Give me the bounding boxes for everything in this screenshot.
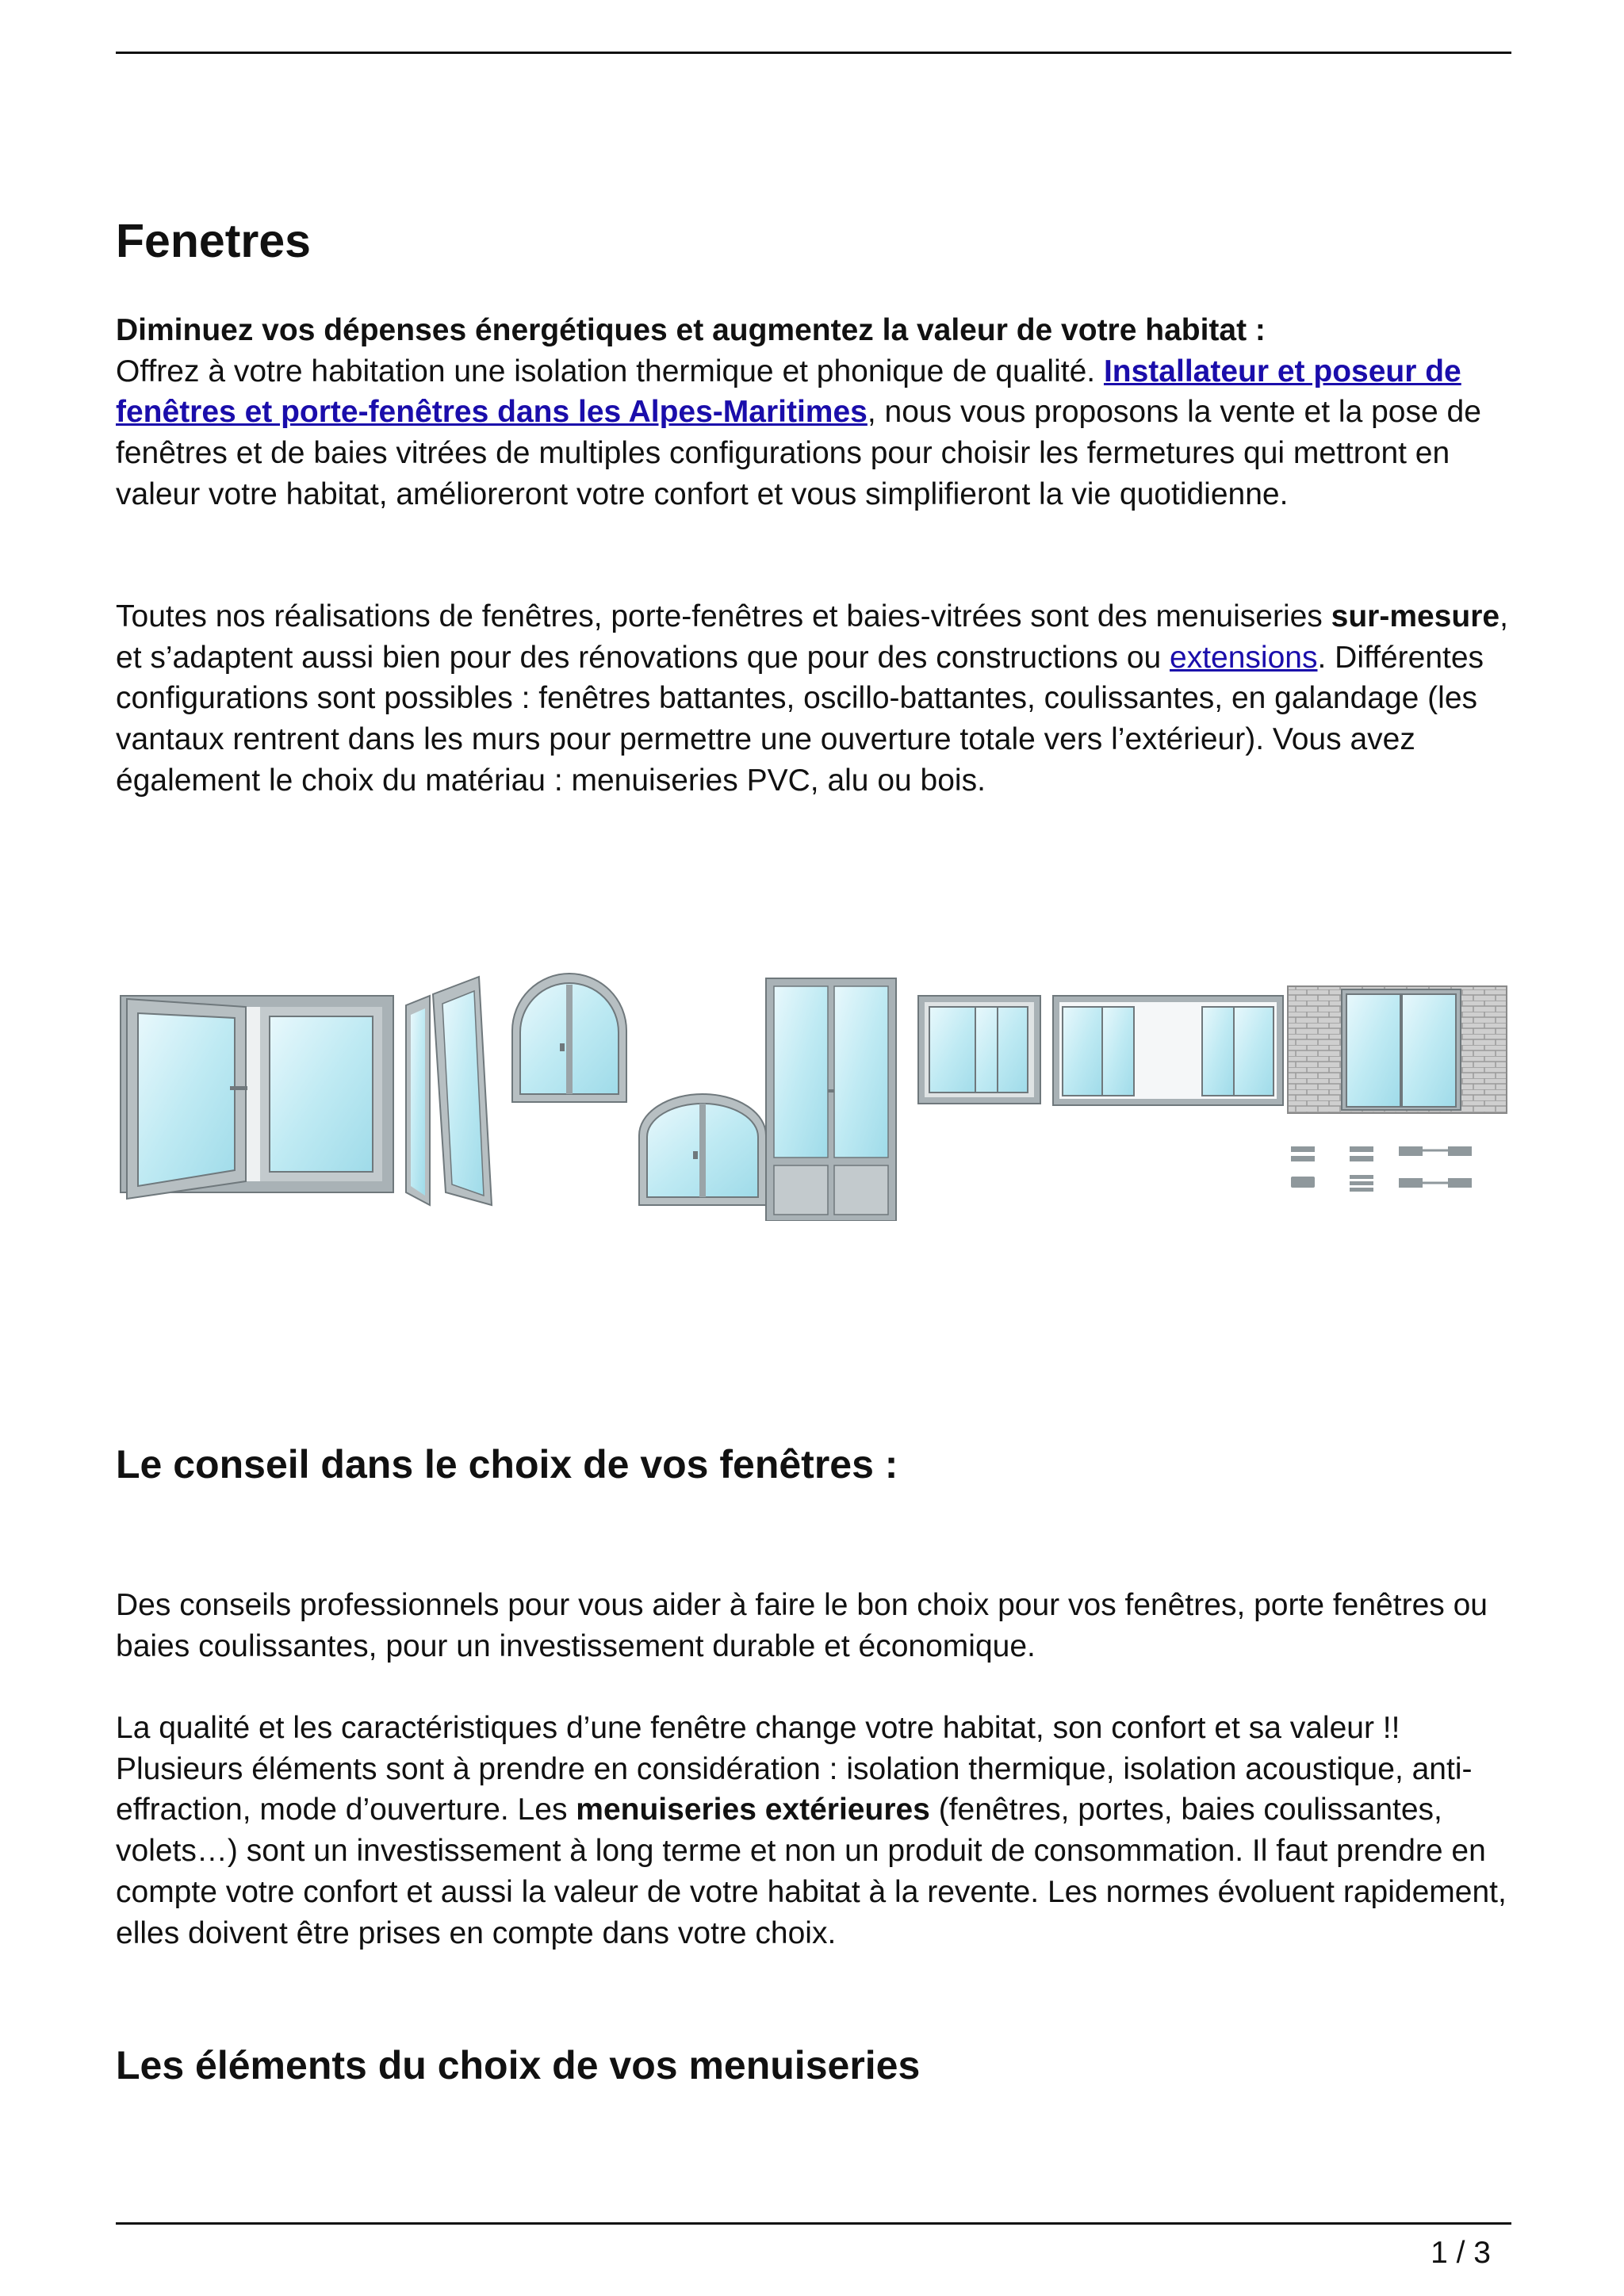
arched-window-icon: [512, 974, 626, 1102]
realisations-part1: Toutes nos réalisations de fenêtres, porte-fenêtres et baies-vitrées sont des menuiseries: [116, 599, 1331, 633]
realisations-part3: . Différentes configurations sont possibles : fenêtres battantes, oscillo-battantes, coulissantes, en galandage (les vantaux rentrent dans les murs pour permettre une ouverture totale vers l’extérieur). Vous avez également le choix du matériau : menuiseries PVC, alu ou bois.: [116, 640, 1484, 798]
intro-text-after-link: , nous vous proposons la vente et la pose de fenêtres et de baies vitrées de multiples configurations pour choisir les fermetures qui mettront en valeur votre habitat, amélioreront votre confort et vous simplifieront la vie quotidienne.: [116, 395, 1481, 511]
sliding-bay-icon: [1053, 996, 1283, 1105]
tilt-turn-window-icon: [406, 977, 492, 1205]
elements-heading: Les éléments du choix de vos menuiseries: [116, 2043, 921, 2087]
conseil-p2-part1: La qualité et les caractéristiques d’une fenêtre change votre habitat, son confort et sa valeur !! Plusieurs éléments sont à prendre en considération : isolation thermique, isolation acoustique, anti-effraction, mode d’ouverture. Les: [116, 1711, 1473, 1827]
realisations-bold: sur-mesure: [1331, 599, 1500, 633]
footer-rule: [116, 2222, 1511, 2225]
profile-sections-icon: [1291, 1146, 1472, 1192]
conseil-p2-bold: menuiseries extérieures: [576, 1793, 930, 1827]
window-types-illustration: [119, 967, 1508, 1221]
intro-lead: Diminuez vos dépenses énergétiques et augmentez la valeur de votre habitat :: [116, 313, 1266, 347]
conseil-paragraph-2: [116, 1708, 1513, 1954]
intro-text-before-link: Offrez à votre habitation une isolation thermique et phonique de qualité.: [116, 354, 1104, 388]
conseil-paragraph-1: Des conseils professionnels pour vous aider à faire le bon choix pour vos fenêtres, porte fenêtres ou baies coulissantes, pour un investissement durable et économique.: [116, 1588, 1488, 1663]
intro-paragraph: [116, 310, 1513, 515]
arched-window-small-icon: [639, 1094, 766, 1205]
realisations-paragraph: [116, 596, 1513, 802]
casement-window-icon: [121, 996, 393, 1199]
pocket-bay-icon: [1288, 986, 1507, 1113]
french-door-icon: [766, 978, 896, 1221]
conseil-p2-part2: (fenêtres, portes, baies coulissantes, volets…) sont un investissement à long terme et non un produit de consommation. Il faut prendre en compte votre confort et aussi la valeur de votre habitat à la revente. Les normes évoluent rapidement, elles doivent être prises en compte dans votre choix.: [116, 1793, 1507, 1950]
sliding-window-icon: [918, 996, 1040, 1104]
conseil-heading: Le conseil dans le choix de vos fenêtres :: [116, 1442, 898, 1487]
extensions-link[interactable]: extensions: [1170, 640, 1318, 675]
header-rule: [116, 52, 1511, 54]
page-title: Fenetres: [116, 215, 311, 267]
realisations-part2: , et s’adaptent aussi bien pour des rénovations que pour des constructions ou: [116, 599, 1508, 675]
page-counter: 1 / 3: [1431, 2236, 1491, 2270]
installer-link[interactable]: Installateur et poseur de fenêtres et porte-fenêtres dans les Alpes-Maritimes: [116, 354, 1461, 430]
